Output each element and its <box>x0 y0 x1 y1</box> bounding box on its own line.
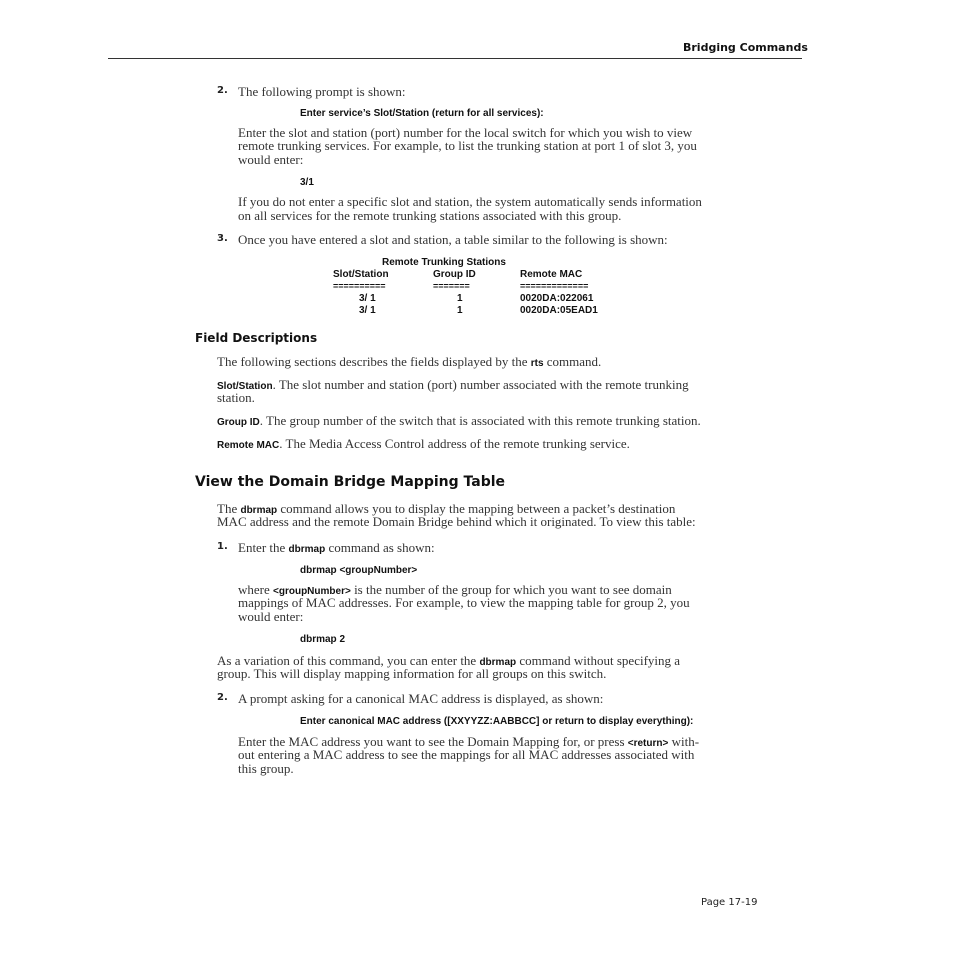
paragraph-line: The dbrmap command allows you to display the mapping between a packet’s destination <box>217 501 676 516</box>
command-keyword: dbrmap <box>479 657 517 668</box>
paragraph-line: mappings of MAC addresses. For example, to view the mapping table for group 2, you <box>238 595 690 610</box>
step-number: 3. <box>217 233 228 244</box>
step-number: 1. <box>217 541 228 552</box>
table-cell-group: 1 <box>457 293 463 304</box>
paragraph-line: would enter: <box>238 152 304 167</box>
paragraph-line: remote trunking services. For example, to list the trunking station at port 1 of slot 3, you <box>238 138 697 153</box>
paragraph-line: If you do not enter a specific slot and station, the system automatically sends information <box>238 194 702 209</box>
step-text: A prompt asking for a canonical MAC address is displayed, as shown: <box>238 691 604 706</box>
table-separator: ========== <box>333 281 386 291</box>
key-keyword: <return> <box>627 738 669 749</box>
table-separator: ======= <box>433 281 470 291</box>
table-header-slot: Slot/Station <box>333 269 389 280</box>
paragraph-line: on all services for the remote trunking stations associated with this group. <box>238 208 622 223</box>
table-header-group: Group ID <box>433 269 476 280</box>
table-header-mac: Remote MAC <box>520 269 583 280</box>
paragraph-line: group. This will display mapping information for all groups on this switch. <box>217 666 607 681</box>
step-number: 2. <box>217 85 228 96</box>
command-keyword: dbrmap <box>240 505 278 516</box>
field-description-mac: Remote MAC. The Media Access Control address of the remote trunking service. <box>217 436 630 451</box>
example-input: dbrmap 2 <box>300 634 346 645</box>
paragraph-line: MAC address and the remote Domain Bridge behind which it originated. To view this table: <box>217 514 696 529</box>
prompt-text: Enter service’s Slot/Station (return for all services): <box>300 108 544 119</box>
table-title: Remote Trunking Stations <box>382 257 506 268</box>
field-name: Remote MAC <box>217 440 280 451</box>
field-description-slot: Slot/Station. The slot number and station (port) number associated with the remote trunking <box>217 377 689 392</box>
table-separator: ============= <box>520 281 589 291</box>
field-name: Group ID <box>217 417 260 428</box>
command-keyword: dbrmap <box>288 544 326 555</box>
paragraph-line: this group. <box>238 761 294 776</box>
paragraph-line: out entering a MAC address to see the mappings for all MAC addresses associated with <box>238 747 695 762</box>
paragraph-line: As a variation of this command, you can enter the dbrmap command without specifying a <box>217 653 681 668</box>
example-input: 3/1 <box>300 177 314 188</box>
paragraph-line: Enter the MAC address you want to see the Domain Mapping for, or press <return> with- <box>238 734 700 749</box>
table-cell-mac: 0020DA:022061 <box>520 293 594 304</box>
table-cell-slot: 3/ 1 <box>359 305 376 316</box>
table-cell-slot: 3/ 1 <box>359 293 376 304</box>
paragraph-line: The following sections describes the fields displayed by the rts command. <box>217 354 602 369</box>
field-name: Slot/Station <box>217 381 273 392</box>
paragraph-line: would enter: <box>238 609 304 624</box>
step-number: 2. <box>217 692 228 703</box>
header-rule <box>108 58 802 59</box>
field-description-group: Group ID. The group number of the switch that is associated with this remote trunking station. <box>217 413 701 428</box>
page-number: Page 17-19 <box>701 897 758 908</box>
step-text: The following prompt is shown: <box>238 84 406 99</box>
running-header: Bridging Commands <box>683 41 808 54</box>
paragraph-line: station. <box>217 390 255 405</box>
step-text: Enter the dbrmap command as shown: <box>238 540 435 555</box>
parameter-keyword: <groupNumber> <box>273 586 351 597</box>
command-keyword: rts <box>530 358 544 369</box>
table-cell-group: 1 <box>457 305 463 316</box>
paragraph-line: where <groupNumber> is the number of the group for which you want to see domain <box>238 582 672 597</box>
section-heading: Field Descriptions <box>195 331 318 345</box>
table-cell-mac: 0020DA:05EAD1 <box>520 305 598 316</box>
command-syntax: dbrmap <groupNumber> <box>300 565 418 576</box>
section-heading: View the Domain Bridge Mapping Table <box>195 474 506 490</box>
paragraph-line: Enter the slot and station (port) number for the local switch for which you wish to view <box>238 125 693 140</box>
step-text: Once you have entered a slot and station, a table similar to the following is shown: <box>238 232 668 247</box>
prompt-text: Enter canonical MAC address ([XXYYZZ:AABBCC] or return to display everything): <box>300 716 694 727</box>
